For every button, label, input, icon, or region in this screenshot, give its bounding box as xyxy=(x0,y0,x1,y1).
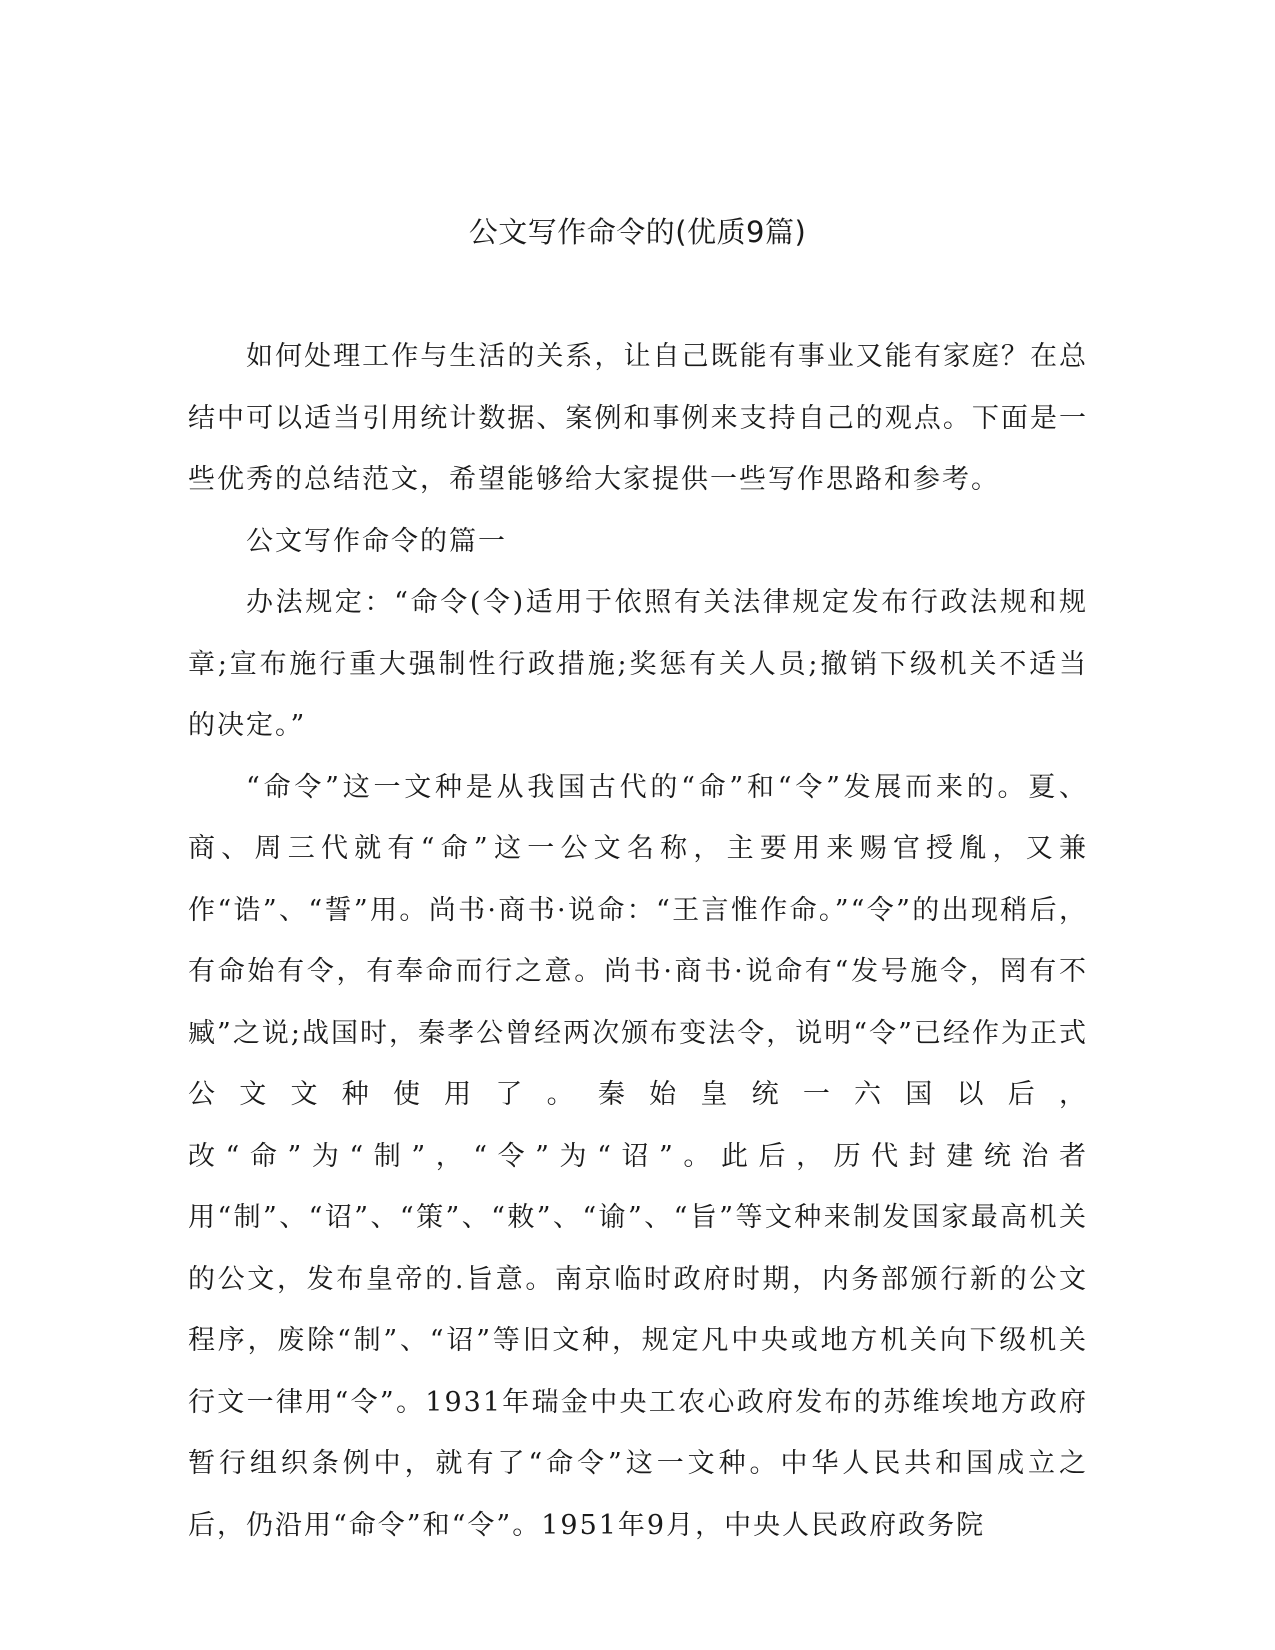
history-paragraph: “命令”这一文种是从我国古代的“命”和“令”发展而来的。夏、商、周三代就有“命”这一公文名称，主要用来赐官授胤，又兼作“诰”、“誓”用。尚书·商书·说命：“王言惟作命。”“令”的出现稍后，有命始有令，有奉命而行之意。尚书·商书·说命有“发号施令，罔有不臧”之说;战国时，秦孝公曾经两次颁布变法令，说明“令”已经作为正式公文文种使用了。秦始皇统一六国以后，改“命”为“制”，“令”为“诏”。此后，历代封建统治者用“制”、“诏”、“策”、“敕”、“谕”、“旨”等文种来制发国家最高机关的公文，发布皇帝的.旨意。南京临时政府时期，内务部颁行新的公文程序，废除“制”、“诏”等旧文种，规定凡中央或地方机关向下级机关行文一律用“令”。1931年瑞金中央工农心政府发布的苏维埃地方政府暂行组织条例中，就有了“命令”这一文种。中华人民共和国成立之后，仍沿用“命令”和“令”。1951年9月，中央人民政府政务院 xyxy=(188,771,1088,1541)
intro-paragraph: 如何处理工作与生活的关系，让自己既能有事业又能有家庭？在总结中可以适当引用统计数据、案例和事例来支持自己的观点。下面是一些优秀的总结范文，希望能够给大家提供一些写作思路和参考。 xyxy=(188,341,1088,495)
regulation-paragraph: 办法规定：“命令(令)适用于依照有关法律规定发布行政法规和规章;宣布施行重大强制性行政措施;奖惩有关人员;撤销下级机关不适当的决定。” xyxy=(188,587,1088,741)
document-body xyxy=(188,326,1088,1556)
document-title: 公文写作命令的(优质9篇) xyxy=(468,215,807,249)
section-heading: 公文写作命令的篇一 xyxy=(246,525,508,557)
